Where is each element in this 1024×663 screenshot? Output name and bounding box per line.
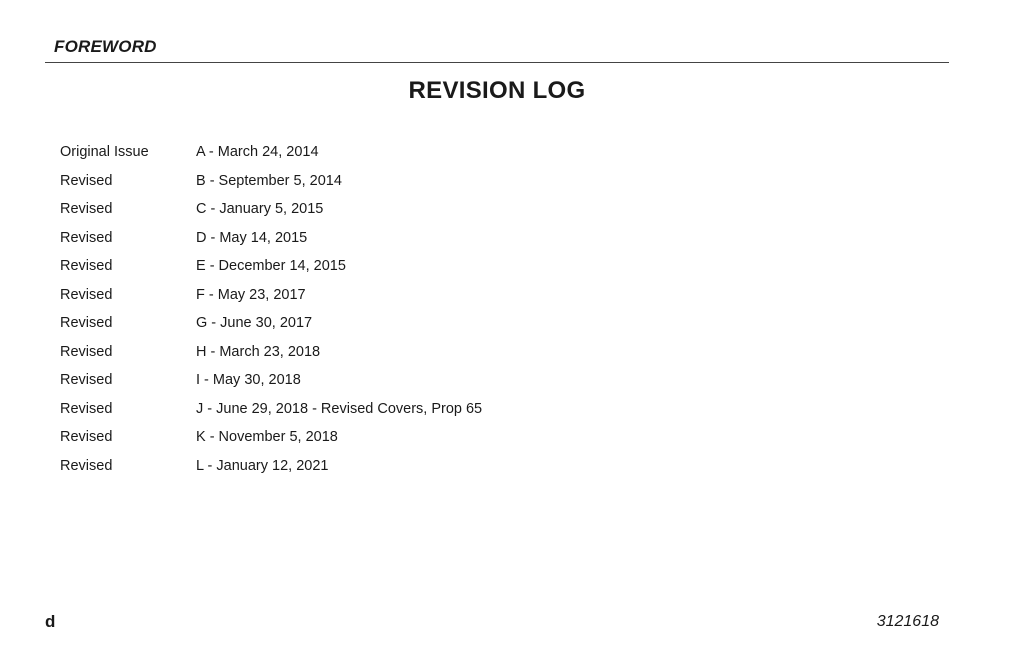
revision-detail: G - June 30, 2017 (196, 315, 313, 332)
revision-detail: C - January 5, 2015 (196, 201, 324, 218)
revision-row (60, 366, 482, 395)
revision-status: Original Issue (60, 144, 149, 161)
revision-row (60, 338, 482, 367)
revision-row (60, 138, 482, 167)
page-letter: d (45, 612, 56, 631)
revision-log-list (60, 138, 482, 480)
revision-row (60, 281, 482, 310)
header-divider (45, 62, 949, 63)
revision-row (60, 195, 482, 224)
revision-status: Revised (60, 201, 113, 218)
revision-row (60, 452, 482, 481)
revision-status: Revised (60, 229, 113, 246)
revision-status: Revised (60, 315, 113, 332)
revision-status: Revised (60, 457, 113, 474)
revision-detail: A - March 24, 2014 (196, 144, 319, 161)
revision-status: Revised (60, 429, 113, 446)
revision-status: Revised (60, 286, 113, 303)
revision-status: Revised (60, 400, 113, 417)
revision-detail: E - December 14, 2015 (196, 258, 346, 275)
revision-row (60, 224, 482, 253)
section-header: FOREWORD (54, 37, 157, 56)
revision-status: Revised (60, 372, 113, 389)
revision-row (60, 167, 482, 196)
page-title: REVISION LOG (408, 77, 586, 104)
revision-detail: B - September 5, 2014 (196, 172, 342, 189)
revision-detail: D - May 14, 2015 (196, 229, 308, 246)
document-number: 3121618 (876, 613, 939, 630)
revision-detail: K - November 5, 2018 (196, 429, 338, 446)
revision-row (60, 395, 482, 424)
revision-row (60, 252, 482, 281)
revision-detail: H - March 23, 2018 (196, 343, 321, 360)
revision-status: Revised (60, 343, 113, 360)
revision-detail: I - May 30, 2018 (196, 372, 301, 389)
revision-row (60, 309, 482, 338)
revision-detail: J - June 29, 2018 - Revised Covers, Prop 65 (196, 400, 483, 417)
revision-detail: F - May 23, 2017 (196, 286, 306, 303)
revision-status: Revised (60, 258, 113, 275)
revision-row (60, 423, 482, 452)
revision-detail: L - January 12, 2021 (196, 457, 329, 474)
revision-status: Revised (60, 172, 113, 189)
